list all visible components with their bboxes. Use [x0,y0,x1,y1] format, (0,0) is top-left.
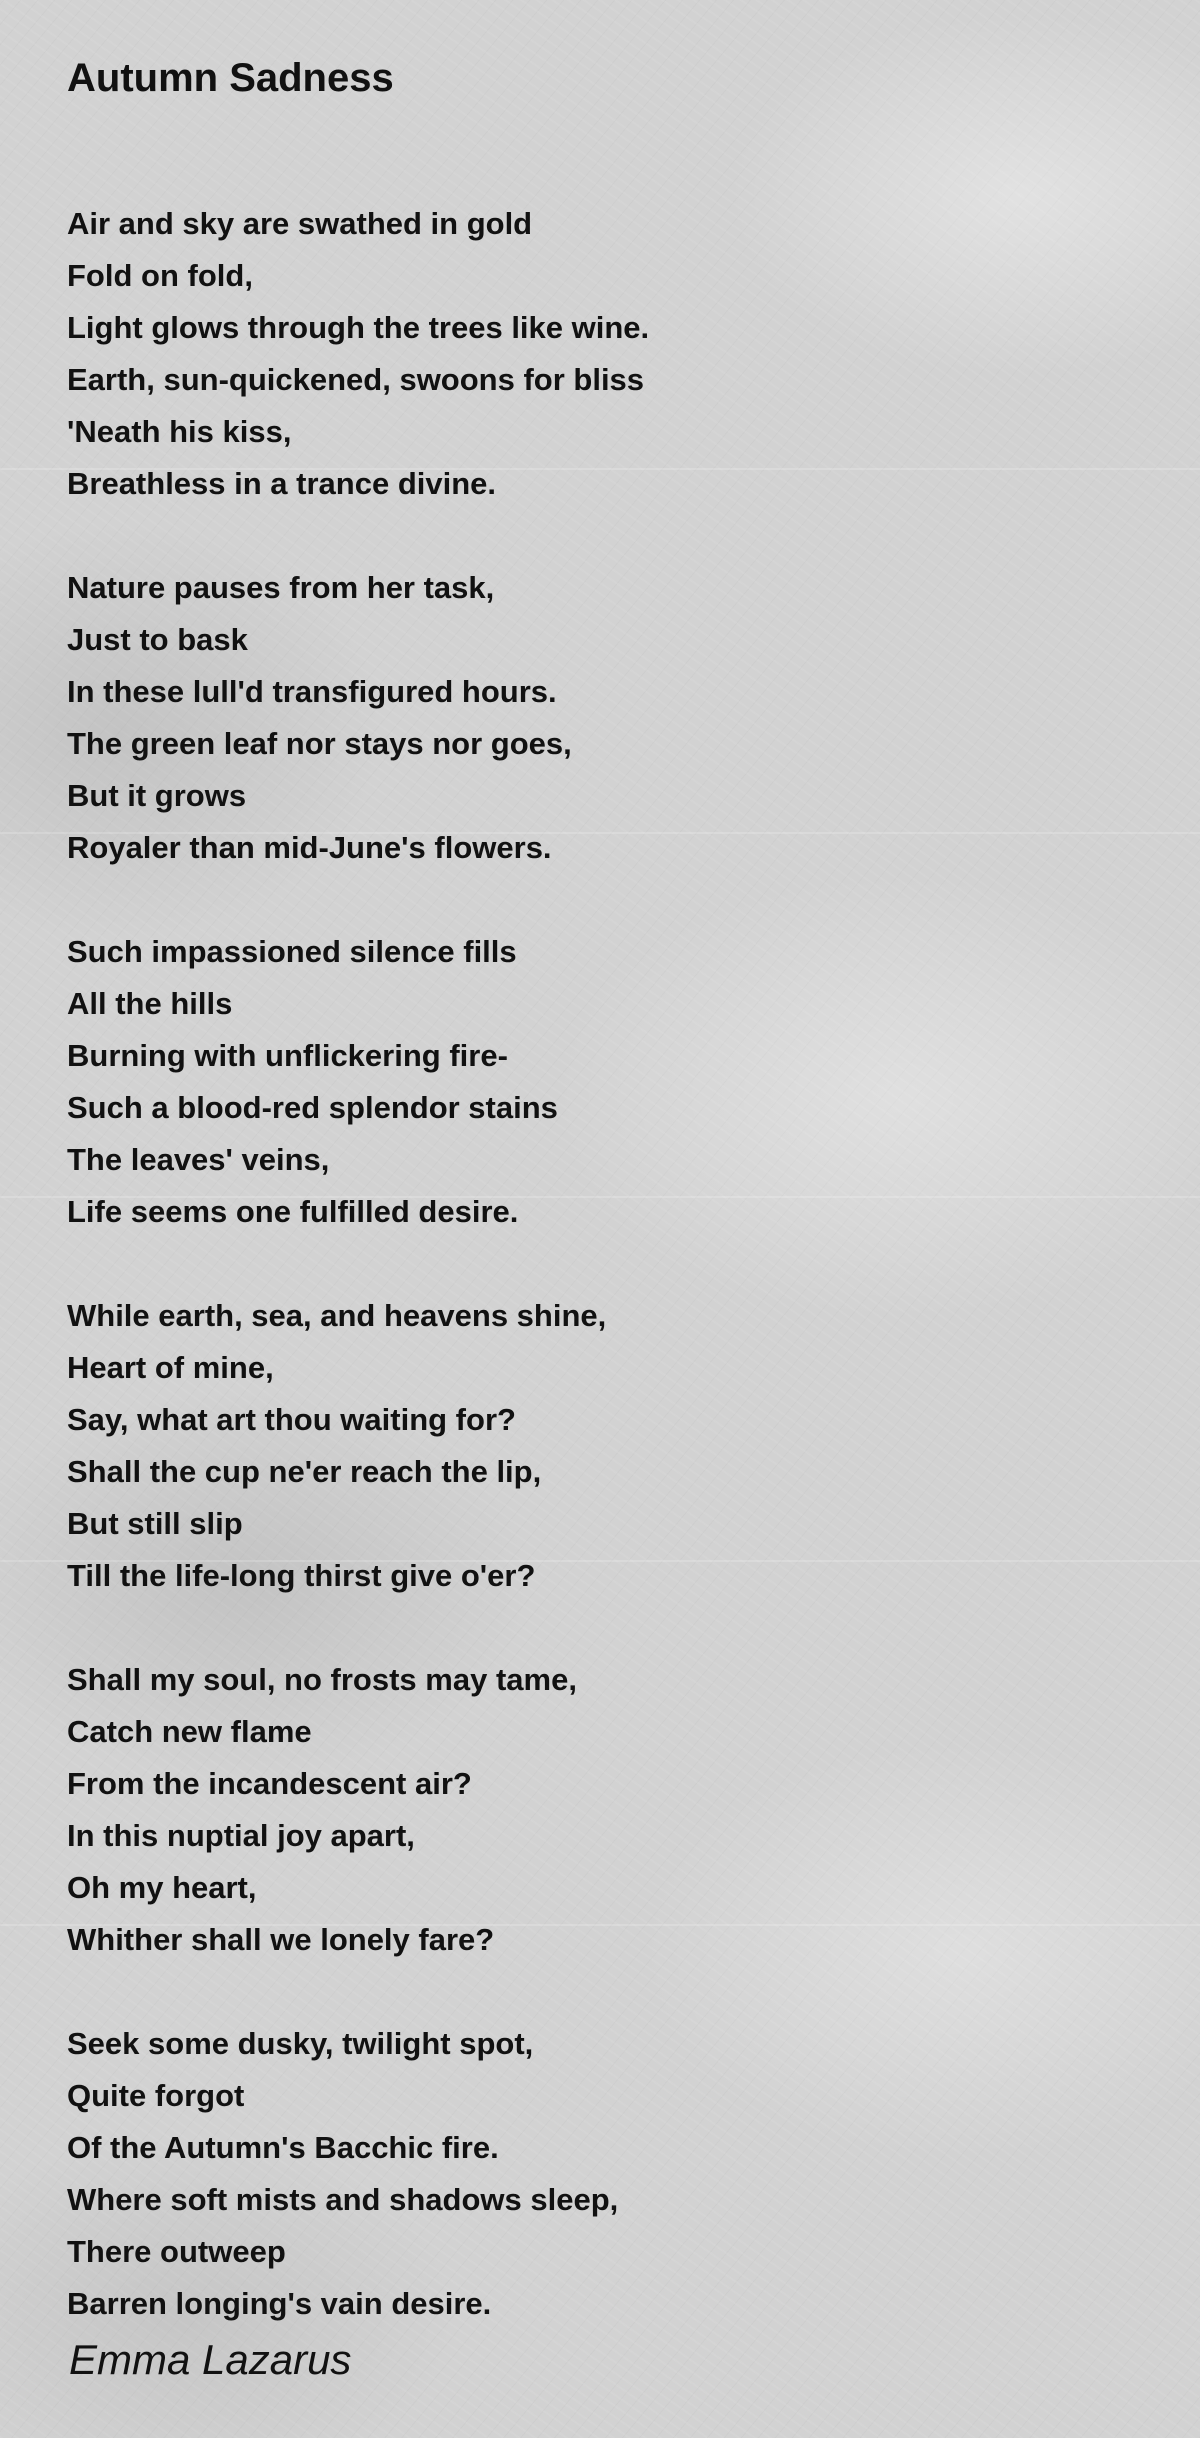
poem-line: Just to bask [67,622,248,657]
poem [67,48,1147,2382]
stanza [67,198,1147,510]
poem-line: The leaves' veins, [67,1142,330,1177]
poem-line: Breathless in a trance divine. [67,466,497,501]
poem-author: Emma Lazarus [69,2336,352,2383]
poem-line: Whither shall we lonely fare? [67,1922,495,1957]
stanza [67,562,1147,874]
poem-line: Air and sky are swathed in gold [67,206,533,241]
poem-line: Such a blood-red splendor stains [67,1090,558,1125]
poem-line: Where soft mists and shadows sleep, [67,2182,619,2217]
poem-line: But still slip [67,1506,243,1541]
poem-stanzas [67,198,1147,2330]
poem-line: From the incandescent air? [67,1766,472,1801]
poem-line: Life seems one fulfilled desire. [67,1194,519,1229]
poem-line: Light glows through the trees like wine. [67,310,650,345]
stanza [67,1654,1147,1966]
poem-line: Quite forgot [67,2078,245,2113]
poem-line: Earth, sun-quickened, swoons for bliss [67,362,645,397]
poem-line: Catch new flame [67,1714,312,1749]
stanza [67,1290,1147,1602]
poem-line: Shall the cup ne'er reach the lip, [67,1454,542,1489]
poem-line: There outweep [67,2234,286,2269]
stanza [67,2018,1147,2330]
poem-line: Oh my heart, [67,1870,257,1905]
poem-line: Fold on fold, [67,258,253,293]
stanza [67,926,1147,1238]
poem-line: Till the life-long thirst give o'er? [67,1558,536,1593]
poem-line: Burning with unflickering fire- [67,1038,508,1073]
poem-line: But it grows [67,778,247,813]
poem-line: Seek some dusky, twilight spot, [67,2026,534,2061]
poem-line: Shall my soul, no frosts may tame, [67,1662,577,1697]
poem-line: The green leaf nor stays nor goes, [67,726,572,761]
poem-line: Nature pauses from her task, [67,570,495,605]
poem-line: Barren longing's vain desire. [67,2286,492,2321]
poem-title: Autumn Sadness [67,56,394,100]
poem-line: In these lull'd transfigured hours. [67,674,557,709]
poem-line: Heart of mine, [67,1350,274,1385]
poem-line: While earth, sea, and heavens shine, [67,1298,607,1333]
poem-line: All the hills [67,986,233,1021]
poem-line: Such impassioned silence fills [67,934,517,969]
poem-line: Say, what art thou waiting for? [67,1402,516,1437]
poem-line: Royaler than mid-June's flowers. [67,830,552,865]
poem-line: In this nuptial joy apart, [67,1818,415,1853]
poem-line: Of the Autumn's Bacchic fire. [67,2130,499,2165]
poem-line: 'Neath his kiss, [67,414,292,449]
